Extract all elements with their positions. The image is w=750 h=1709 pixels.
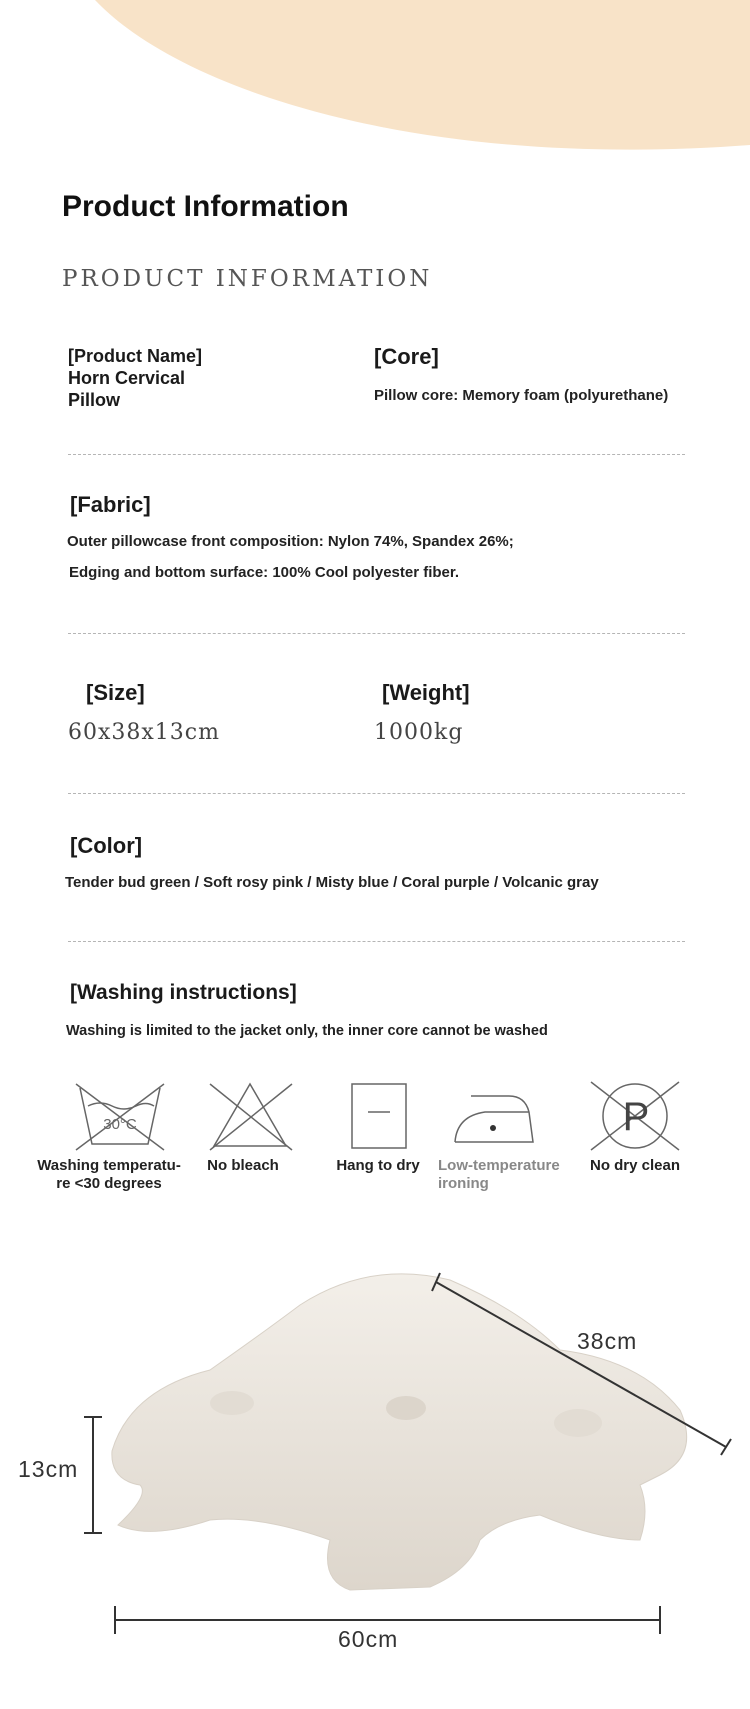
page-title: Product Information <box>62 190 349 223</box>
low-iron-icon <box>445 1076 545 1156</box>
divider <box>68 793 685 794</box>
fabric-line-2: Edging and bottom surface: 100% Cool polyester fiber. <box>69 564 460 581</box>
color-text: Tender bud green / Soft rosy pink / Misty blue / Coral purple / Volcanic gray <box>65 874 599 891</box>
core-label: [Core] <box>374 344 439 369</box>
core-text: Pillow core: Memory foam (polyurethane) <box>374 387 669 404</box>
no-dry-clean-icon <box>585 1076 685 1156</box>
fabric-line-1: Outer pillowcase front composition: Nylon 74%, Spandex 26%; <box>67 533 514 550</box>
divider <box>68 633 685 634</box>
washing-text: Washing is limited to the jacket only, the inner core cannot be washed <box>66 1023 548 1039</box>
fabric-label: [Fabric] <box>70 492 151 517</box>
height-label: 13cm <box>18 1456 79 1482</box>
color-label: [Color] <box>70 833 143 858</box>
divider <box>68 454 685 455</box>
size-label: [Size] <box>86 680 145 705</box>
svg-text:30°C: 30°C <box>103 1116 137 1133</box>
no-bleach-icon <box>200 1076 300 1156</box>
svg-text:P: P <box>622 1095 650 1139</box>
no-dry-clean-caption: No dry clean <box>589 1157 681 1174</box>
washing-label: [Washing instructions] <box>70 981 297 1004</box>
weight-value: 1000kg <box>374 720 464 745</box>
width-label: 60cm <box>338 1626 399 1652</box>
weight-label: [Weight] <box>382 680 470 705</box>
wash-30-caption: Washing temperatu- re <30 degrees <box>37 1157 181 1192</box>
wash-30-icon <box>70 1076 170 1156</box>
page-subtitle: PRODUCT INFORMATION <box>62 266 433 292</box>
size-value: 60x38x13cm <box>68 720 220 745</box>
divider <box>68 941 685 942</box>
no-bleach-caption: No bleach <box>207 1157 279 1174</box>
product-name: [Product Name] Horn Cervical Pillow <box>68 346 203 410</box>
depth-label: 38cm <box>577 1328 638 1354</box>
hang-dry-caption: Hang to dry <box>336 1157 420 1174</box>
peach-arc-decoration <box>0 0 750 170</box>
hang-dry-icon <box>330 1076 430 1156</box>
low-iron-caption: Low-temperature ironing <box>438 1157 560 1192</box>
